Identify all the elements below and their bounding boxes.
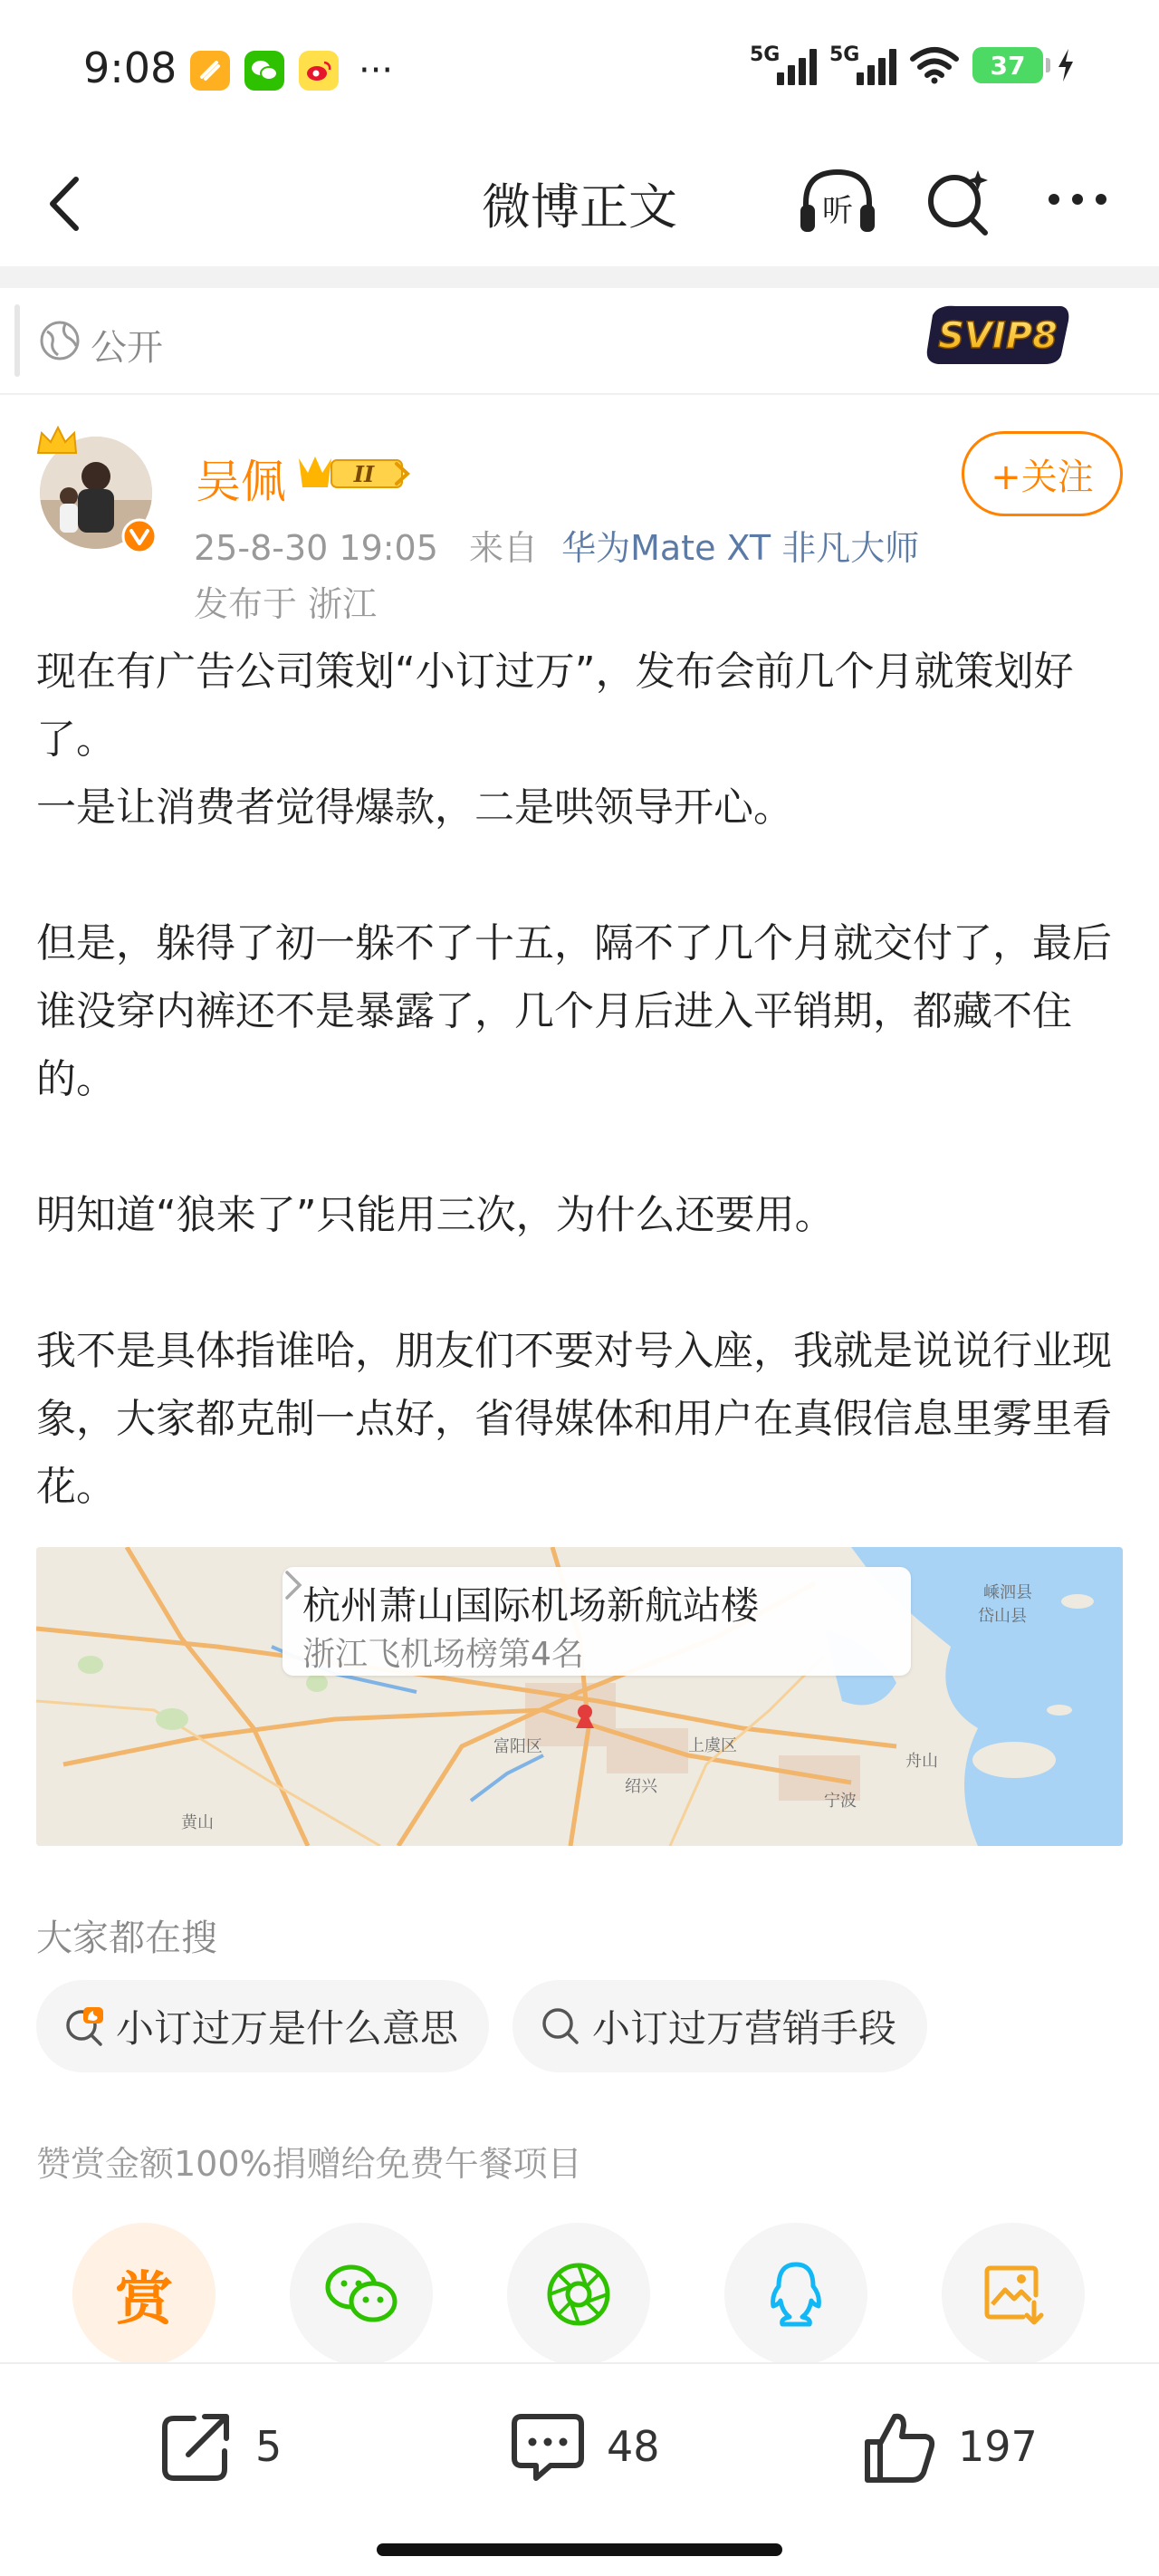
- visibility-label: 公开: [91, 327, 163, 369]
- share-row: [0, 2217, 1159, 2371]
- visibility-row: [0, 288, 1159, 395]
- location-map-card[interactable]: [36, 1547, 1123, 1846]
- reward-icon: 赏: [115, 2266, 173, 2333]
- post-paragraph: 我不是具体指谁哈，朋友们不要对号入座，我就是说说行业现象，大家都克制一点好，省得媒体和用户在真假信息里雾里看花。: [36, 1328, 1112, 1510]
- svip-badge-text: SVIP8: [938, 315, 1058, 357]
- trending-search-label: 小订过万营销手段: [592, 2006, 897, 2051]
- like-count: 197: [958, 2422, 1038, 2471]
- nav-divider: [0, 266, 1159, 288]
- qq-icon: [764, 2259, 828, 2330]
- home-indicator[interactable]: [377, 2543, 782, 2556]
- like-button[interactable]: [860, 2406, 1038, 2487]
- map-place-label: 富阳区: [493, 1737, 542, 1756]
- nav-bar: [0, 136, 1159, 268]
- headphones-listen-icon[interactable]: [795, 163, 880, 241]
- hot-search-icon: [63, 2005, 105, 2047]
- status-time: 9:08: [83, 43, 177, 92]
- share-wechat-button[interactable]: [290, 2223, 433, 2366]
- map-place-label: 黄山: [181, 1813, 214, 1832]
- map-place-label: 舟山: [905, 1752, 938, 1771]
- trending-search-item[interactable]: [36, 1980, 489, 2072]
- device-link[interactable]: 华为Mate XT 非凡大师: [561, 528, 920, 568]
- notification-app-icon: [190, 51, 230, 91]
- map-place-label: 嵊泗县: [983, 1583, 1032, 1602]
- globe-icon: [38, 319, 81, 362]
- wechat-moments-icon: [544, 2260, 613, 2329]
- paragraph-spacer: [36, 1113, 1132, 1181]
- trending-search-label: 小订过万是什么意思: [116, 2006, 459, 2051]
- post-location: 发布于 浙江: [194, 584, 378, 624]
- weibo-app-icon: [299, 51, 339, 91]
- share-moments-button[interactable]: [507, 2223, 650, 2366]
- paragraph-spacer: [36, 841, 1132, 909]
- map-place-label: 岱山县: [978, 1607, 1027, 1626]
- vip-level-mark: II: [353, 461, 375, 487]
- post-paragraph: 但是，躲得了初一躲不了十五，隔不了几个月就交付了，最后谁没穿内裤还不是暴露了，几个月后进入平销期，都藏不住的。: [36, 920, 1112, 1102]
- status-bar: [0, 0, 1159, 136]
- comment-count: 48: [607, 2422, 660, 2471]
- charging-icon: [1056, 47, 1076, 83]
- save-image-button[interactable]: [942, 2223, 1085, 2366]
- verified-badge-icon: [121, 518, 158, 554]
- listen-label: 听: [822, 193, 853, 229]
- map-place-label: 绍兴: [625, 1777, 657, 1796]
- signal-2-icon: 5G: [829, 45, 896, 85]
- battery-indicator: 37: [972, 47, 1043, 83]
- reward-button[interactable]: [72, 2223, 216, 2366]
- map-location-subtitle: 浙江飞机场榜第4名: [302, 1636, 584, 1673]
- repost-button[interactable]: [158, 2406, 282, 2487]
- wechat-app-icon: [244, 51, 284, 91]
- save-image-icon: [982, 2261, 1045, 2328]
- wechat-icon: [322, 2262, 400, 2327]
- post-paragraph: 一是让消费者觉得爆款，二是哄领导开心。: [36, 784, 793, 831]
- scroll-indicator: [14, 304, 20, 377]
- svip-badge[interactable]: [920, 301, 1074, 370]
- post-meta: [194, 520, 919, 570]
- post-timestamp: 25-8-30 19:05: [194, 528, 438, 568]
- vip-level-icon[interactable]: [295, 449, 413, 496]
- bottom-action-bar: [0, 2362, 1159, 2525]
- post-content: [36, 638, 1132, 1521]
- comment-icon: [509, 2408, 587, 2485]
- wifi-icon: [909, 46, 960, 84]
- map-location-label[interactable]: [283, 1567, 911, 1676]
- reward-donation-note: 赞赏金额100%捐赠给免费午餐项目: [36, 2144, 582, 2184]
- crown-icon: [34, 424, 80, 460]
- status-app-icons: [190, 51, 393, 91]
- signal-1-icon: 5G: [750, 45, 817, 85]
- trending-title: 大家都在搜: [36, 1918, 217, 1959]
- follow-button[interactable]: +关注: [962, 431, 1123, 516]
- trending-search-item[interactable]: [512, 1980, 927, 2072]
- map-place-label: 宁波: [824, 1792, 857, 1811]
- repost-icon: [158, 2408, 235, 2485]
- paragraph-spacer: [36, 1249, 1132, 1317]
- share-qq-button[interactable]: [724, 2223, 867, 2366]
- post-paragraph: 现在有广告公司策划“小订过万”，发布会前几个月就策划好了。: [36, 649, 1074, 763]
- post-paragraph: 明知道“狼来了”只能用三次，为什么还要用。: [36, 1192, 835, 1238]
- map-place-label: 上虞区: [688, 1736, 737, 1755]
- author-name[interactable]: 吴佩: [196, 456, 286, 508]
- chevron-right-icon: [283, 1567, 304, 1603]
- status-indicators: [750, 45, 1076, 85]
- map-location-title: 杭州萧山国际机场新航站楼: [302, 1583, 760, 1628]
- search-icon[interactable]: [922, 165, 994, 239]
- page-title: 微博正文: [482, 178, 677, 235]
- thumbs-up-icon: [860, 2408, 938, 2485]
- comment-button[interactable]: [509, 2406, 660, 2487]
- source-prefix: 来自: [469, 528, 539, 568]
- repost-count: 5: [255, 2422, 283, 2471]
- more-notifications-icon: ···: [359, 50, 394, 91]
- more-options-icon[interactable]: [1041, 172, 1114, 226]
- search-icon: [540, 2005, 581, 2047]
- author-avatar[interactable]: [34, 424, 161, 560]
